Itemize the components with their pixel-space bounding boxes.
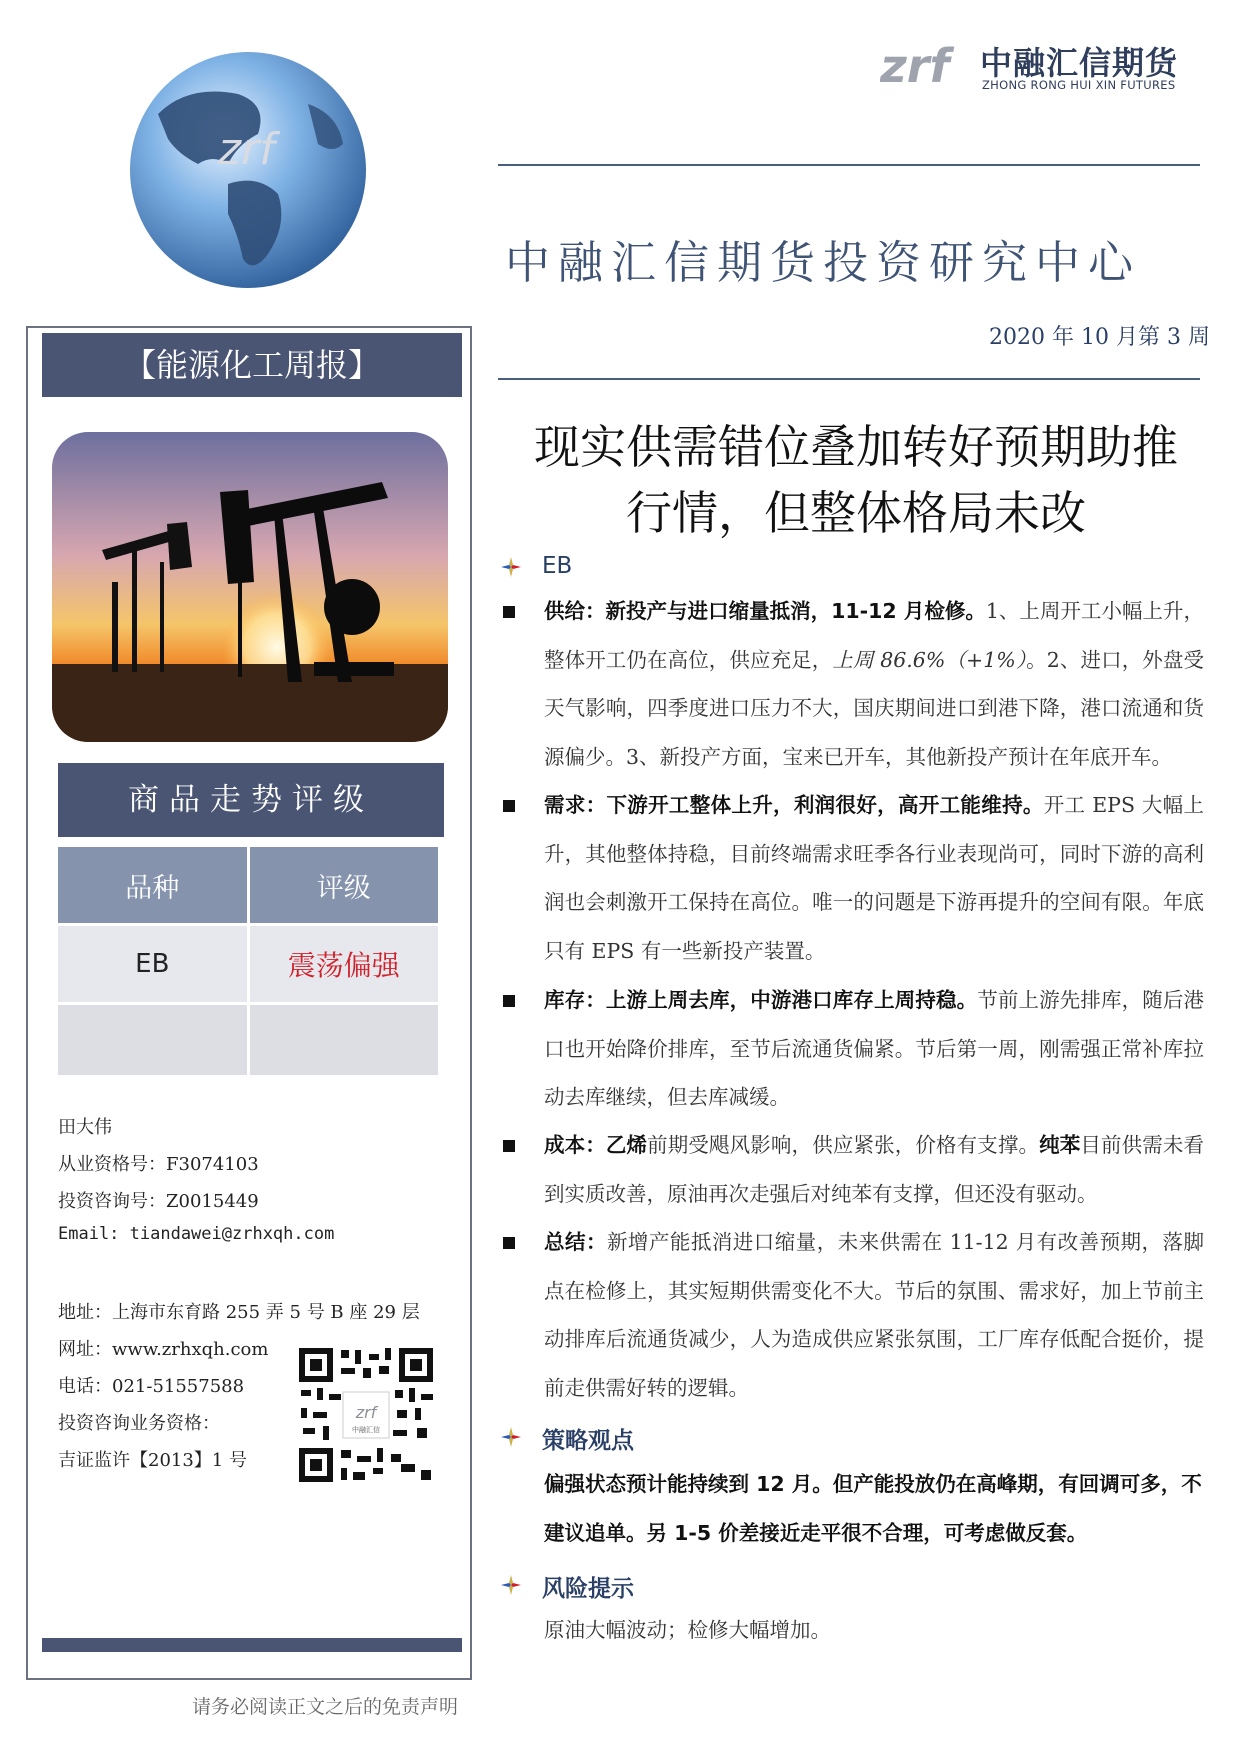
research-center-title: 中融汇信期货投资研究中心 bbox=[505, 236, 1142, 289]
supply-paragraph: 供给：新投产与进口缩量抵消，11-12 月检修。1、上周开工小幅上升，整体开工仍在高位，供应充足，上周 86.6%（+1%）。2、进口，外盘受天气影响，四季度进口压力不大，国庆期间进口到港下降，港口流通和货源偏少。3、新投产方面，宝来已开车，其他新投产预计在年底开车。 bbox=[544, 599, 1205, 769]
product-cell: EB bbox=[58, 926, 247, 1002]
rating-table bbox=[55, 844, 441, 1078]
company-address: 地址：上海市东育路 255 弄 5 号 B 座 29 层 bbox=[58, 1302, 420, 1323]
company-website: 网址：www.zrhxqh.com bbox=[58, 1339, 269, 1360]
table-row-empty bbox=[58, 1005, 438, 1075]
rating-section-title: 商品走势评级 bbox=[58, 763, 444, 837]
globe-illustration bbox=[118, 44, 378, 296]
sidebar-footer-bar bbox=[42, 1638, 462, 1652]
inventory-paragraph: 库存：上游上周去库，中游港口库存上周持稳。节前上游先排库，随后港口也开始降价排库，至节后流通货偏紧。节后第一周，刚需强正常补库拉动去库继续，但去库减缓。 bbox=[544, 988, 1205, 1109]
report-category-title: 【能源化工周报】 bbox=[42, 333, 462, 397]
report-headline bbox=[500, 414, 1212, 546]
square-bullet bbox=[503, 606, 515, 618]
demand-paragraph: 需求：下游开工整体上升，利润很好，高开工能维持。开工 EPS 大幅上升，其他整体持稳，目前终端需求旺季各行业表现尚可，同时下游的高利润也会刺激开工保持在高位。唯一的问题是下游再提升的空间有限。年底只有 EPS 有一些新投产装置。 bbox=[544, 793, 1204, 963]
headline-line-1: 现实供需错位叠加转好预期助推 bbox=[534, 420, 1178, 474]
empty-cell bbox=[58, 1005, 247, 1075]
header-divider-bottom bbox=[498, 378, 1200, 380]
headline-line-2: 行情，但整体格局未改 bbox=[626, 486, 1086, 540]
section-heading-eb: EB bbox=[542, 553, 573, 579]
company-logo bbox=[880, 30, 1180, 100]
rating-table-header bbox=[58, 847, 438, 923]
oil-pump-photo bbox=[52, 432, 448, 742]
table-row bbox=[58, 926, 438, 1002]
svg-text:zrf: zrf bbox=[355, 1403, 377, 1422]
cost-paragraph: 成本：乙烯前期受飓风影响，供应紧张，价格有支撑。纯苯目前供需未看到实质改善，原油再次走强后对纯苯有支撑，但还没有驱动。 bbox=[544, 1133, 1205, 1206]
license-number: 从业资格号：F3074103 bbox=[58, 1154, 259, 1175]
qr-code bbox=[297, 1346, 435, 1484]
column-header-product: 品种 bbox=[58, 847, 247, 923]
strategy-paragraph: 偏强状态预计能持续到 12 月。但产能投放仍在高峰期，有回调可多，不建议追单。另 1-5 价差接近走平很不合理，可考虑做反套。 bbox=[544, 1472, 1202, 1545]
section-heading-strategy: 策略观点 bbox=[542, 1428, 634, 1454]
section-bullet-icon bbox=[500, 556, 522, 578]
column-header-rating: 评级 bbox=[250, 847, 438, 923]
rating-cell: 震荡偏强 bbox=[250, 926, 438, 1002]
square-bullet bbox=[503, 1140, 515, 1152]
svg-text:zrf: zrf bbox=[218, 124, 275, 175]
section-bullet-icon bbox=[500, 1574, 522, 1596]
header-divider-top bbox=[498, 164, 1200, 166]
consult-number: 投资咨询号：Z0015449 bbox=[58, 1191, 259, 1212]
logo-chinese-name: 中融汇信期货 bbox=[980, 44, 1179, 82]
square-bullet bbox=[503, 995, 515, 1007]
email-address: Email: tiandawei@zrhxqh.com bbox=[58, 1224, 335, 1244]
company-phone: 电话：021-51557588 bbox=[58, 1376, 245, 1397]
svg-text:中融汇信: 中融汇信 bbox=[352, 1426, 380, 1434]
square-bullet bbox=[503, 1237, 515, 1249]
risk-paragraph: 原油大幅波动；检修大幅增加。 bbox=[544, 1618, 831, 1642]
summary-paragraph: 总结：新增产能抵消进口缩量，未来供需在 11-12 月有改善预期，落脚点在检修上，其实短期供需变化不大。节后的氛围、需求好，加上节前主动排库后流通货减少，人为造成供应紧张氛围，工厂库存低配合挺价，提前走供需好转的逻辑。 bbox=[544, 1230, 1204, 1400]
empty-cell bbox=[250, 1005, 438, 1075]
logo-english-name: ZHONG RONG HUI XIN FUTURES bbox=[982, 78, 1176, 92]
square-bullet bbox=[503, 800, 515, 812]
report-date: 2020 年 10 月第 3 周 bbox=[989, 325, 1210, 350]
oil-pump-sunset-image bbox=[52, 432, 448, 742]
disclaimer-note: 请务必阅读正文之后的免责声明 bbox=[192, 1696, 459, 1718]
svg-text:zrf: zrf bbox=[880, 39, 950, 93]
zrf-logo-icon bbox=[880, 30, 975, 100]
qualification-label: 投资咨询业务资格： bbox=[58, 1413, 220, 1434]
section-heading-risk: 风险提示 bbox=[542, 1576, 634, 1602]
permit-number: 吉证监许【2013】1 号 bbox=[58, 1450, 247, 1471]
section-bullet-icon bbox=[500, 1426, 522, 1448]
analyst-name: 田大伟 bbox=[58, 1117, 112, 1138]
